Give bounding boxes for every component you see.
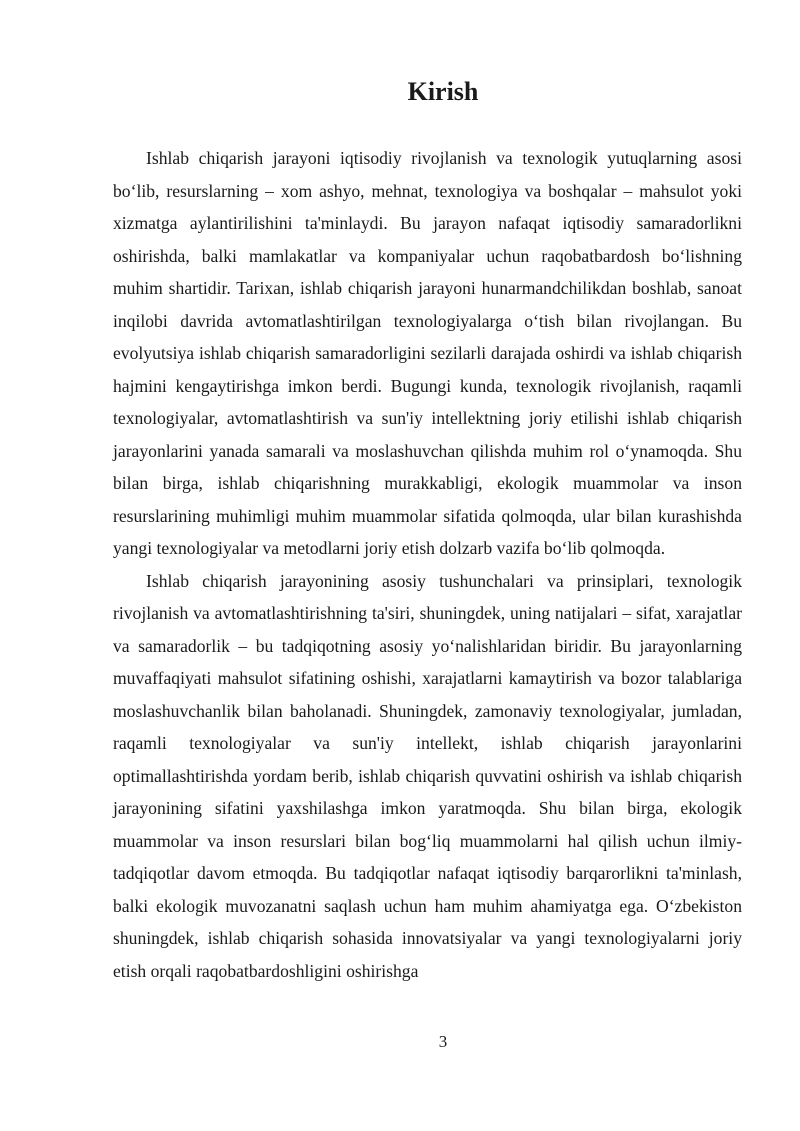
page-number: 3 xyxy=(438,1032,448,1051)
body-text xyxy=(113,142,742,987)
paragraph-2: Ishlab chiqarish jarayonining asosiy tushunchalari va prinsiplari, texnologik rivojlanish va avtomatlashtirishning ta'siri, shuningdek, uning natijalari – sifat, xarajatlar va samaradorlik – bu tadqiqotning asosiy yo‘nalishlaridan biridir. Bu jarayonlarning muvaffaqiyati mahsulot sifatining oshishi, xarajatlarni kamaytirish va bozor talablariga moslashuvchanlik bilan baholanadi. Shuningdek, zamonaviy texnologiyalar, jumladan, raqamli texnologiyalar va sun'iy intellekt, ishlab chiqarish jarayonlarini optimallashtirishda yordam berib, ishlab chiqarish quvvatini oshirish va ishlab chiqarish jarayonining sifatini yaxshilashga imkon yaratmoqda. Shu bilan birga, ekologik muammolar va inson resurslari bilan bog‘liq muammolarni hal qilish uchun ilmiy-tadqiqotlar davom etmoqda. Bu tadqiqotlar nafaqat iqtisodiy barqarorlikni ta'minlash, balki ekologik muvozanatni saqlash uchun ham muhim ahamiyatga ega. O‘zbekiston shuningdek, ishlab chiqarish sohasida innovatsiyalar va yangi texnologiyalarni joriy etish orqali raqobatbardoshligini oshirishga xyxy=(113,570,742,981)
page-title: Kirish xyxy=(407,77,479,106)
paragraph-1: Ishlab chiqarish jarayoni iqtisodiy rivojlanish va texnologik yutuqlarning asosi bo‘lib, resurslarning – xom ashyo, mehnat, texnologiya va boshqalar – mahsulot yoki xizmatga aylantirilishini ta'minlaydi. Bu jarayon nafaqat iqtisodiy samaradorlikni oshirishda, balki mamlakatlar va kompaniyalar uchun raqobatbardosh bo‘lishning muhim shartidir. Tarixan, ishlab chiqarish jarayoni hunarmandchilikdan boshlab, sanoat inqilobi davrida avtomatlashtirilgan texnologiyalarga o‘tish bilan rivojlangan. Bu evolyutsiya ishlab chiqarish samaradorligini sezilarli darajada oshirdi va ishlab chiqarish hajmini kengaytirishga imkon berdi. Bugungi kunda, texnologik rivojlanish, raqamli texnologiyalar, avtomatlashtirish va sun'iy intellektning joriy etilishi ishlab chiqarish jarayonlarini yanada samarali va moslashuvchan qilishda muhim rol o‘ynamoqda. Shu bilan birga, ishlab chiqarishning murakkabligi, ekologik muammolar va inson resurslarining muhimligi muhim muammolar sifatida qolmoqda, ular bilan kurashishda yangi texnologiyalar va metodlarni joriy etish dolzarb vazifa bo‘lib qolmoqda. xyxy=(113,148,742,558)
